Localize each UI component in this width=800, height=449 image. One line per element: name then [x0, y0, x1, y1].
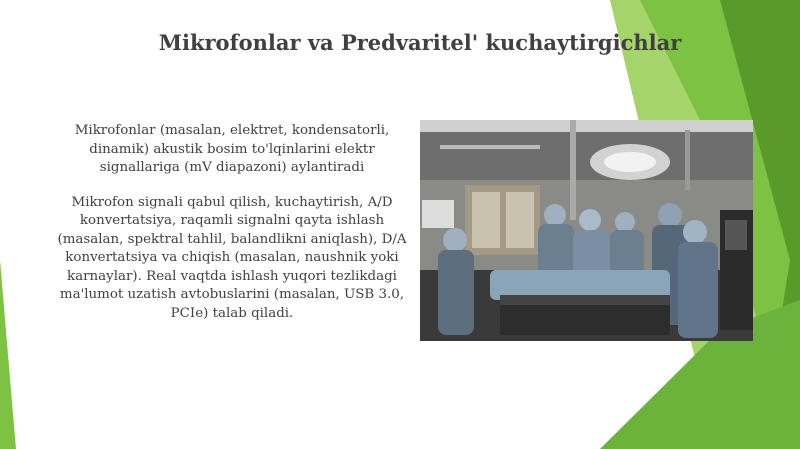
paragraph-microphones: Mikrofonlar (masalan, elektret, kondensatorli, dinamik) akustik bosim to'lqinlarini elektr signallariga (mV diapazoni) aylantiradi [74, 123, 390, 175]
surgery-room-photo [420, 120, 753, 341]
slide-body [56, 122, 408, 339]
paragraph-signal-processing: Mikrofon signali qabul qilish, kuchaytirish, A/D konvertatsiya, raqamli signalni qayta ishlash (masalan, spektral tahlil, balandlikni aniqlash), D/A konvertatsiya va chiqish (masalan, naushnik yoki karnaylar). Real vaqtda ishlash yuqori tezlikdagi ma'lumot uzatish avtobuslarini (masalan, USB 3.0, PCIe) talab qiladi. [57, 194, 407, 321]
slide-title: Mikrofonlar va Predvaritel' kuchaytirgichlar [158, 30, 682, 55]
